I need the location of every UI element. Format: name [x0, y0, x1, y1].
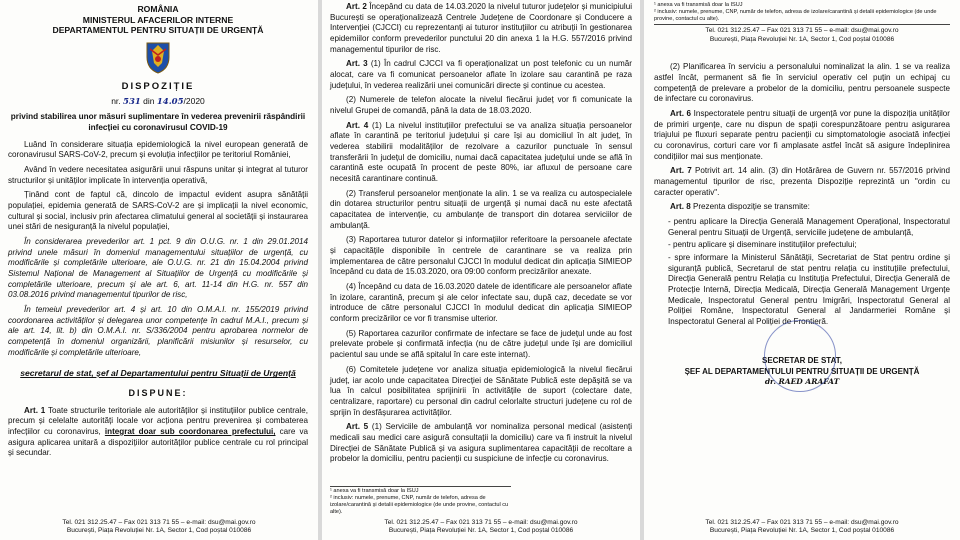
article-paragraph [654, 62, 950, 105]
article-label: Art. 2 [346, 2, 367, 11]
article-paragraph [330, 189, 632, 232]
preamble-paragraph: Ținând cont de faptul că, dincolo de impactul evident asupra sănătății populației, epidemia generată de SARS-CoV-2 are și implicații la nivel economic, cultural și social, inclusiv prin afectarea climatului general al societății și instaurarea unei stări de nesiguranță la nivelul populației, [8, 190, 308, 232]
article-text: (3) Raportarea tuturor datelor și informațiilor referitoare la persoanele afectate și capacitățile disponibile în centrele de carantinare se va realiza prin implementarea de către personalul CJCCI în modulul dedicat din aplicația SIMIEOP începând cu data de 15.03.2020, ora 09:00 conform precizărilor anexate. [330, 235, 632, 277]
article-paragraph [330, 422, 632, 465]
document-page-3 [644, 0, 960, 540]
article-paragraph [330, 282, 632, 325]
article-text: (2) Numerele de telefon alocate la nivelul fiecărui județ vor fi comunicate la nivelul Grupei de comandă, până la data de 18.03.2020. [330, 95, 632, 116]
preamble-paragraph: Luând în considerare situația epidemiologică la nivel european generată de coronavirusul SARS-CoV-2, precum și evoluția infecțiilor pe teritoriul României, [8, 139, 308, 160]
handwritten-number: 531 [123, 96, 141, 107]
list-item: - pentru aplicare la Direcția Generală Management Operațional, Inspectoratul General pentru Situații de Urgență, serviciile județene de ambulanță, [668, 217, 950, 237]
article-label: Art. 3 [346, 59, 368, 69]
signer-name: dr. RAED ARAFAT [764, 377, 840, 387]
list-item: - spre informare la Ministerul Sănătății, Secretariat de Stat pentru ordine și siguranță publică, Secretarul de stat pentru relația cu instituțiile prefectului, Direcția Generală pentru Relația cu Instituția Prefectului, Direcția Generală de Protecție Internă, Direcția Medicală, Direcția Generală Management Urgențe Medicale, Inspectoratul General pentru Imigrări, Inspectoratul General al Poliției Române, Inspectoratul General al Jandarmeriei Române și Inspectoratul General al Poliției de Frontieră. [668, 253, 950, 327]
page-2-body [330, 2, 632, 465]
article-paragraph [330, 95, 632, 116]
article-text: Inspectoratele pentru situații de urgență vor pune la dispoziția unităților de primiri urgențe, care nu dispun de spații corespunzătoare pentru asigurarea triajului pe fluxuri separate pentru pacienții cu simptomatologie asociată infecției cu coronavirus, corturi care vor fi amplasate astfel încât să asigure îndeplinirea condițiilor mai sus menționate. [654, 109, 950, 161]
signature-block: SECRETAR DE STAT, ȘEF AL DEPARTAMENTULUI PENTRU SITUAȚII DE URGENȚĂ dr. RAED ARAFAT [654, 356, 950, 388]
article-paragraph [330, 2, 632, 55]
article-label: Art. 7 [670, 166, 692, 176]
official-stamp [764, 320, 836, 392]
list-item: - pentru aplicare și diseminare instituțiilor prefectului; [668, 240, 857, 250]
dash-bullet: - [668, 240, 673, 250]
coat-of-arms-icon [143, 39, 173, 75]
article-text: (5) Raportarea cazurilor confirmate de infectare se face de județul unde au fost prelevate probele și confirmată infecția (nu de către județul unde își are domiciliul pacientul sau unde se află spitalul în care este internat). [330, 328, 632, 360]
article-label: Art. 6 [670, 109, 692, 119]
article-text: Începând cu data de 14.03.2020 la nivelul tuturor județelor și municipiului București se operaționalizează Centrele Județene de Coordonare și Conducere a Intervenției (CJCCI) cu reprezentanți ai tuturor instituțiilor cu atribuții în gestionarea epidemiilor conform prevederilor punctului 20 din anexa 1 la H.G. 557/2016 privind managementul tipurilor de risc. [330, 2, 632, 54]
article-paragraph [654, 166, 950, 198]
preamble-paragraph: Având în vedere necesitatea asigurării unui răspuns unitar și integrat al tuturor structurilor și unităților implicate în intervenția operativă, [8, 164, 308, 185]
document-title: DISPOZIȚIE [121, 81, 195, 93]
header-line-country: ROMÂNIA [137, 4, 179, 14]
article-text: (4) Începând cu data de 16.03.2020 datele de identificare ale persoanelor aflate în izolare, carantină, precum și ale celor infectate sau, după caz, decedate se vor introduce de către personalul CJCCI în modulul dedicat din aplicația SIMIEOP conform precizărilor ce vor fi transmise ulterior. [330, 282, 632, 324]
letterhead [8, 4, 308, 36]
page-footer: Tel. 021 312.25.47 – Fax 021 313 71 55 – e-mail: dsu@mai.gov.ro București, Piața Revoluției Nr. 1A, Sector 1, Cod poștal 010086 [62, 518, 256, 535]
article-1: Art. 1 Toate structurile teritoriale ale autorităților și instituțiilor publice centrale, precum și celelalte autorități locale vor acționa pentru prevenirea și combaterea infecțiilor cu coronavirus, integrat doar sub coordonarea prefectului, care va asigura aplicarea unitară a dispozițiilor autorităților publice centrale cu rol principal și secundar. [8, 405, 309, 458]
page-contact: Tel. 021 312.25.47 – Fax 021 313 71 55 – e-mail: dsu@mai.gov.ro București, Piața Revoluției Nr. 1A, Sector 1, Cod poștal 010086 [705, 26, 899, 43]
article-paragraph [654, 109, 950, 162]
preamble-paragraph: În considerarea prevederilor art. 1 pct. 9 din O.U.G. nr. 1 din 29.01.2014 privind unele măsuri în domeniul managementului situațiilor de urgență, cu modificările și completările ulterioare, ale O.U.G. nr. 21 din 15.04.2004 privind Sistemul Național de Management al Situațiilor de Urgență cu modificările și completările ulterioare, precum și ale art. 6, art. 11-14 din H.G. nr. 557 din 03.08.2016 privind managementul tipurilor de risc, [8, 236, 308, 300]
document-page-1 [0, 0, 318, 540]
article-label: Art. 8 [670, 202, 691, 212]
page-footer: Tel. 021 312.25.47 – Fax 021 313 71 55 – e-mail: dsu@mai.gov.ro București, Piața Revoluției Nr. 1A, Sector 1, Cod poștal 010086 [705, 518, 899, 535]
article-label: Art. 4 [346, 120, 369, 130]
dispune-heading: DISPUNE: [128, 387, 188, 398]
article-paragraph [330, 329, 632, 361]
issuer-line: secretarul de stat, șef al Departamentului pentru Situații de Urgență [20, 368, 296, 379]
header-line-ministry: MINISTERUL AFACERILOR INTERNE [82, 14, 234, 25]
footnotes: ¹ anexa va fi transmisă doar la ISUJ ² inclusiv: numele, prenume, CNP, număr de telefon, adresa de izolare/carantină și detalii epidemiologice (de unde provine, contactul cu alte). [330, 486, 511, 516]
dash-bullet: - [668, 253, 675, 263]
article-text: (2) Planificarea în serviciu a personalului nominalizat la alin. 1 se va realiza astfel încât, permanent să fie în serviciul operativ cel puțin un echipaj cu competență de prelevare a probelor de la domiciliu, pentru persoanele suspecte de infectare cu coronavirus. [654, 62, 950, 104]
article-text: Prezenta dispoziție se transmite: [692, 202, 810, 212]
preamble-paragraph: În temeiul prevederilor art. 4 și art. 10 din O.M.A.I. nr. 155/2019 privind coordonarea activităților și delegarea unor competențe în cadrul M.A.I., precum și ale art. 14, lit. b) din O.M.A.I. nr. S/336/2004 pentru aprobarea normelor de competență în domeniul organizării, planificării misiunilor și resurselor, cu modificările și completările ulterioare, [8, 305, 308, 357]
article-text: Potrivit art. 14 alin. (3) din Hotărârea de Guvern nr. 557/2016 privind managementul tipurilor de risc, prezenta Dispoziție reprezintă un "ordin cu caracter operativ". [654, 166, 950, 197]
header-line-department: DEPARTAMENTUL PENTRU SITUAȚII DE URGENȚĂ [52, 25, 264, 36]
article-text: (1) În cadrul CJCCI va fi operaționalizat un post telefonic cu un număr alocat, care va fi comunicat persoanelor aflate în izolare sau carantină pe raza județului, în vederea realizării unei comunicări directe și continue cu acestea. [330, 59, 632, 90]
article-text: (2) Transferul persoanelor menționate la alin. 1 se va realiza cu autospecialele din dotarea structurilor pentru situații de urgență și numai dacă nu este afectată capacitatea de intervenție, cu ambulanțe de transport din dotarea serviciilor de ambulanță. [330, 188, 632, 230]
article-paragraph [330, 235, 632, 278]
article-text: (1) Serviciile de ambulanță vor nominaliza personal medical (asistenți medicali sau medici care asigură consultații la domiciliu) care va fi instruit la nivelul Direcției de Sănătate Publică și va asigura suplimentarea capacității de recoltare a probelor la domiciliu, pentru pacienții cu suspiciune de infecție cu coronavirus. [330, 422, 633, 464]
document-number: nr. 531 din 14.05/2020 [111, 95, 205, 107]
article-paragraph [330, 59, 632, 91]
footnotes: ¹ anexa va fi transmisă doar la ISUJ ² inclusiv: numele, prenume, CNP, număr de telefon, adresa de izolare/carantină și detalii epidemiologice (de unde provine, contactul cu alte). [654, 2, 950, 25]
distribution-list [654, 217, 950, 328]
document-page-2 [322, 0, 640, 540]
page-footer: ¹ anexa va fi transmisă doar la ISUJ ² inclusiv: numele, prenume, CNP, număr de telefon, adresa de izolare/carantină și detalii epidemiologice (de unde provine, contactul cu alte). Tel. 021 312.25.47 – Fax 021 313 71 55 – e-mail: dsu@mai.gov.ro București, Piața Revoluției Nr. 1A, Sector 1, Cod poștal 010086 [330, 487, 578, 535]
page-3-body [654, 62, 950, 213]
article-paragraph [330, 365, 632, 418]
handwritten-date: 14.05 [156, 96, 184, 107]
article-paragraph [654, 202, 950, 213]
article-text: (1) La nivelul instituțiilor prefectului se va analiza situația persoanelor aflate în carantină pe teritoriul județului și care își au domiciliul în alt județ, în vederea stabilirii modalităților de rezolvare a cazurilor punctuale în sensul transferării în județul de domiciliu, numai dacă capacitatea județului unde se află în carantină este ocupată în procent de peste 80%, iar afluxul de persoane care necesită carantinare continuă. [330, 120, 632, 184]
article-paragraph [330, 121, 632, 185]
document-subject: privind stabilirea unor măsuri suplimentare în vederea prevenirii răspândirii infecției cu coronavirusul COVID-19 [10, 111, 306, 132]
dash-bullet: - [668, 217, 674, 227]
article-text: (6) Comitetele județene vor analiza situația epidemiologică la nivelul fiecărui județ, iar acolo unde capacitatea Direcției de Sănătate Publică este depășită se va lua în calcul posibilitatea sprijinirii în activitățile de suport (colectare date, centralizare, raportare) cu personal din cadrul celorlalte structuri județene cu rol de sprijin în desfășurarea activităților. [330, 364, 632, 417]
article-label: Art. 5 [346, 422, 369, 432]
